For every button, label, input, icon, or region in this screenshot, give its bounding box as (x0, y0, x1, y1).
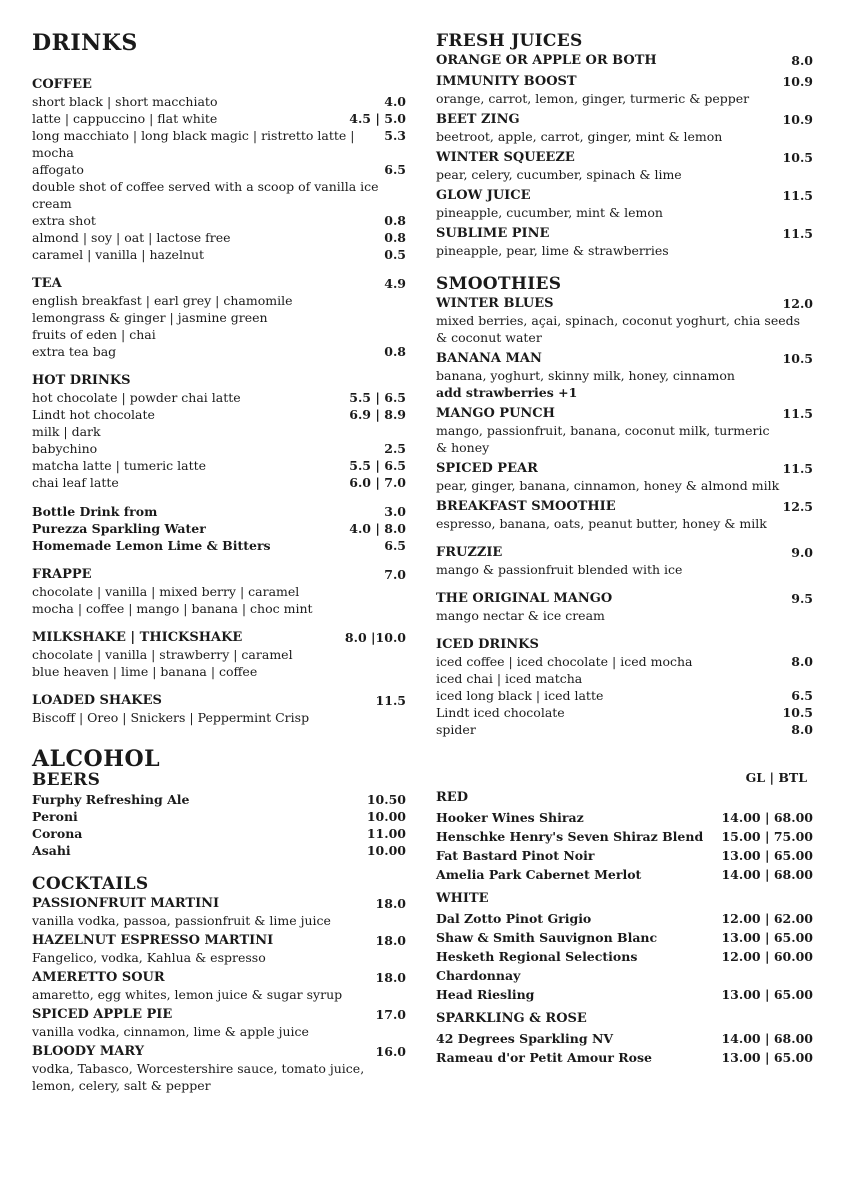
coffee-list (32, 93, 406, 263)
item-desc: pear, celery, cucumber, spinach & lime (436, 167, 682, 182)
list-item: SPICED APPLE PIE 17.0 (32, 1007, 406, 1022)
list-item: Homemade Lemon Lime & Bitters 6.5 (32, 538, 406, 553)
list-item: Rameau d'or Petit Amour Rose 13.00 | 65.00 (436, 1050, 813, 1065)
alcohol-left-column (32, 769, 406, 1094)
list-item: Head Riesling 13.00 | 65.00 (436, 987, 813, 1002)
list-item: Henschke Henry's Seven Shiraz Blend 15.00 | 75.00 (436, 829, 813, 844)
item-desc: banana, yoghurt, skinny milk, honey, cinnamon (436, 368, 735, 383)
list-item: GLOW JUICE 11.5 (436, 188, 813, 203)
hot-drinks-title: HOT DRINKS (32, 373, 131, 388)
list-item: almond | soy | oat | lactose free 0.8 (32, 230, 406, 245)
item-desc: lemon, celery, salt & pepper (32, 1078, 211, 1093)
list-item: BEET ZING 10.9 (436, 112, 813, 127)
list-item: Peroni 10.00 (32, 809, 406, 824)
list-item: matcha latte | tumeric latte 5.5 | 6.5 (32, 458, 406, 473)
list-item: IMMUNITY BOOST 10.9 (436, 74, 813, 89)
item-desc: mango, passionfruit, banana, coconut milk, turmeric (436, 423, 770, 438)
list-item: milk | dark (32, 424, 101, 439)
coffee-title: COFFEE (32, 77, 92, 92)
list-item: MANGO PUNCH 11.5 (436, 406, 813, 421)
item-desc: mango & passionfruit blended with ice (436, 562, 683, 577)
list-item: HAZELNUT ESPRESSO MARTINI 18.0 (32, 933, 406, 948)
sparkling-title: SPARKLING & ROSE (436, 1011, 587, 1026)
item-addon: add strawberries +1 (436, 385, 578, 400)
item-desc: beetroot, apple, carrot, ginger, mint & lemon (436, 129, 723, 144)
item-desc: mixed berries, açai, spinach, coconut yoghurt, chia seeds (436, 313, 801, 328)
item-desc: vanilla vodka, passoa, passionfruit & lime juice (32, 913, 331, 928)
item-desc: vodka, Tabasco, Worcestershire sauce, tomato juice, (32, 1061, 365, 1076)
list-item: WINTER BLUES 12.0 (436, 296, 813, 311)
list-item: extra tea bag 0.8 (32, 344, 406, 359)
list-item: Furphy Refreshing Ale 10.50 (32, 792, 406, 807)
list-item: short black | short macchiato 4.0 (32, 94, 406, 109)
item-desc: & coconut water (436, 330, 542, 345)
list-item: iced coffee | iced chocolate | iced mocha 8.0 (436, 654, 813, 669)
list-item: english breakfast | earl grey | chamomile (32, 293, 293, 308)
list-item: Corona 11.00 (32, 826, 406, 841)
smoothies-title: SMOOTHIES (436, 274, 562, 294)
list-item: Purezza Sparkling Water 4.0 | 8.0 (32, 521, 406, 536)
list-item: Fat Bastard Pinot Noir 13.00 | 65.00 (436, 848, 813, 863)
list-item: hot chocolate | powder chai latte 5.5 | 6.5 (32, 390, 406, 405)
fresh-juices-title: FRESH JUICES (436, 31, 583, 51)
loaded-header: LOADED SHAKES 11.5 (32, 693, 406, 708)
list-item: PASSIONFRUIT MARTINI 18.0 (32, 896, 406, 911)
list-item: Hooker Wines Shiraz 14.00 | 68.00 (436, 810, 813, 825)
item-desc: pineapple, cucumber, mint & lemon (436, 205, 663, 220)
list-item: BANANA MAN 10.5 (436, 351, 813, 366)
list-item: AMERETTO SOUR 18.0 (32, 970, 406, 985)
item-desc: Fangelico, vodka, Kahlua & espresso (32, 950, 266, 965)
item-desc: pineapple, pear, lime & strawberries (436, 243, 669, 258)
item-desc: vanilla vodka, cinnamon, lime & apple juice (32, 1024, 309, 1039)
tea-header: TEA 4.9 (32, 276, 406, 291)
list-item: Asahi 10.00 (32, 843, 406, 858)
milkshake-line: blue heaven | lime | banana | coffee (32, 664, 258, 679)
list-item: Lindt hot chocolate 6.9 | 8.9 (32, 407, 406, 422)
frappe-line: mocha | coffee | mango | banana | choc mint (32, 601, 313, 616)
item-desc: orange, carrot, lemon, ginger, turmeric & pepper (436, 91, 750, 106)
list-item: chai leaf latte 6.0 | 7.0 (32, 475, 406, 490)
beers-title: BEERS (32, 770, 101, 790)
drinks-title: DRINKS (32, 30, 138, 56)
item-desc: espresso, banana, oats, peanut butter, honey & milk (436, 516, 767, 531)
list-item: iced long black | iced latte 6.5 (436, 688, 813, 703)
item-desc: pear, ginger, banana, cinnamon, honey & almond milk (436, 478, 780, 493)
list-item: Shaw & Smith Sauvignon Blanc 13.00 | 65.00 (436, 930, 813, 945)
list-item: Hesketh Regional Selections Chardonnay 12.00 | 60.00 (436, 949, 813, 983)
list-item: BLOODY MARY 16.0 (32, 1044, 406, 1059)
list-item: babychino 2.5 (32, 441, 406, 456)
wine-column (436, 769, 813, 1067)
list-item: FRUZZIE 9.0 (436, 545, 813, 560)
list-item: WINTER SQUEEZE 10.5 (436, 150, 813, 165)
list-item: latte | cappuccino | flat white 4.5 | 5.0 (32, 111, 406, 126)
frappe-header: FRAPPE 7.0 (32, 567, 406, 582)
list-item: Amelia Park Cabernet Merlot 14.00 | 68.00 (436, 867, 813, 882)
list-item: SUBLIME PINE 11.5 (436, 226, 813, 241)
alcohol-title: ALCOHOL (32, 746, 161, 772)
list-item: BREAKFAST SMOOTHIE 12.5 (436, 499, 813, 514)
item-desc: amaretto, egg whites, lemon juice & sugar syrup (32, 987, 343, 1002)
list-item: THE ORIGINAL MANGO 9.5 (436, 591, 813, 606)
milkshake-line: chocolate | vanilla | strawberry | caramel (32, 647, 293, 662)
white-title: WHITE (436, 891, 489, 906)
item-desc: mango nectar & ice cream (436, 608, 605, 623)
list-item: fruits of eden | chai (32, 327, 156, 342)
list-item: Lindt iced chocolate 10.5 (436, 705, 813, 720)
right-column (436, 30, 813, 738)
list-item: double shot of coffee served with a scoop of vanilla ice cream (32, 179, 379, 211)
cocktails-title: COCKTAILS (32, 874, 149, 894)
list-item: long macchiato | long black magic | ristretto latte | mocha 5.3 (32, 128, 406, 160)
list-item: SPICED PEAR 11.5 (436, 461, 813, 476)
frappe-line: chocolate | vanilla | mixed berry | caramel (32, 584, 300, 599)
list-item: iced chai | iced matcha (436, 671, 583, 686)
milkshake-header: MILKSHAKE | THICKSHAKE 8.0 |10.0 (32, 630, 406, 645)
list-item: affogato 6.5 (32, 162, 406, 177)
iced-drinks-title: ICED DRINKS (436, 637, 539, 652)
list-item: spider 8.0 (436, 722, 813, 737)
list-item: Bottle Drink from 3.0 (32, 504, 406, 519)
item-desc: & honey (436, 440, 490, 455)
list-item: 42 Degrees Sparkling NV 14.00 | 68.00 (436, 1031, 813, 1046)
left-column (32, 30, 406, 772)
list-item: extra shot 0.8 (32, 213, 406, 228)
wine-header: GL | BTL (745, 770, 807, 785)
red-title: RED (436, 790, 468, 805)
loaded-line: Biscoff | Oreo | Snickers | Peppermint Crisp (32, 710, 310, 725)
list-item: caramel | vanilla | hazelnut 0.5 (32, 247, 406, 262)
list-item: ORANGE OR APPLE OR BOTH 8.0 (436, 53, 813, 68)
list-item: Dal Zotto Pinot Grigio 12.00 | 62.00 (436, 911, 813, 926)
list-item: lemongrass & ginger | jasmine green (32, 310, 268, 325)
